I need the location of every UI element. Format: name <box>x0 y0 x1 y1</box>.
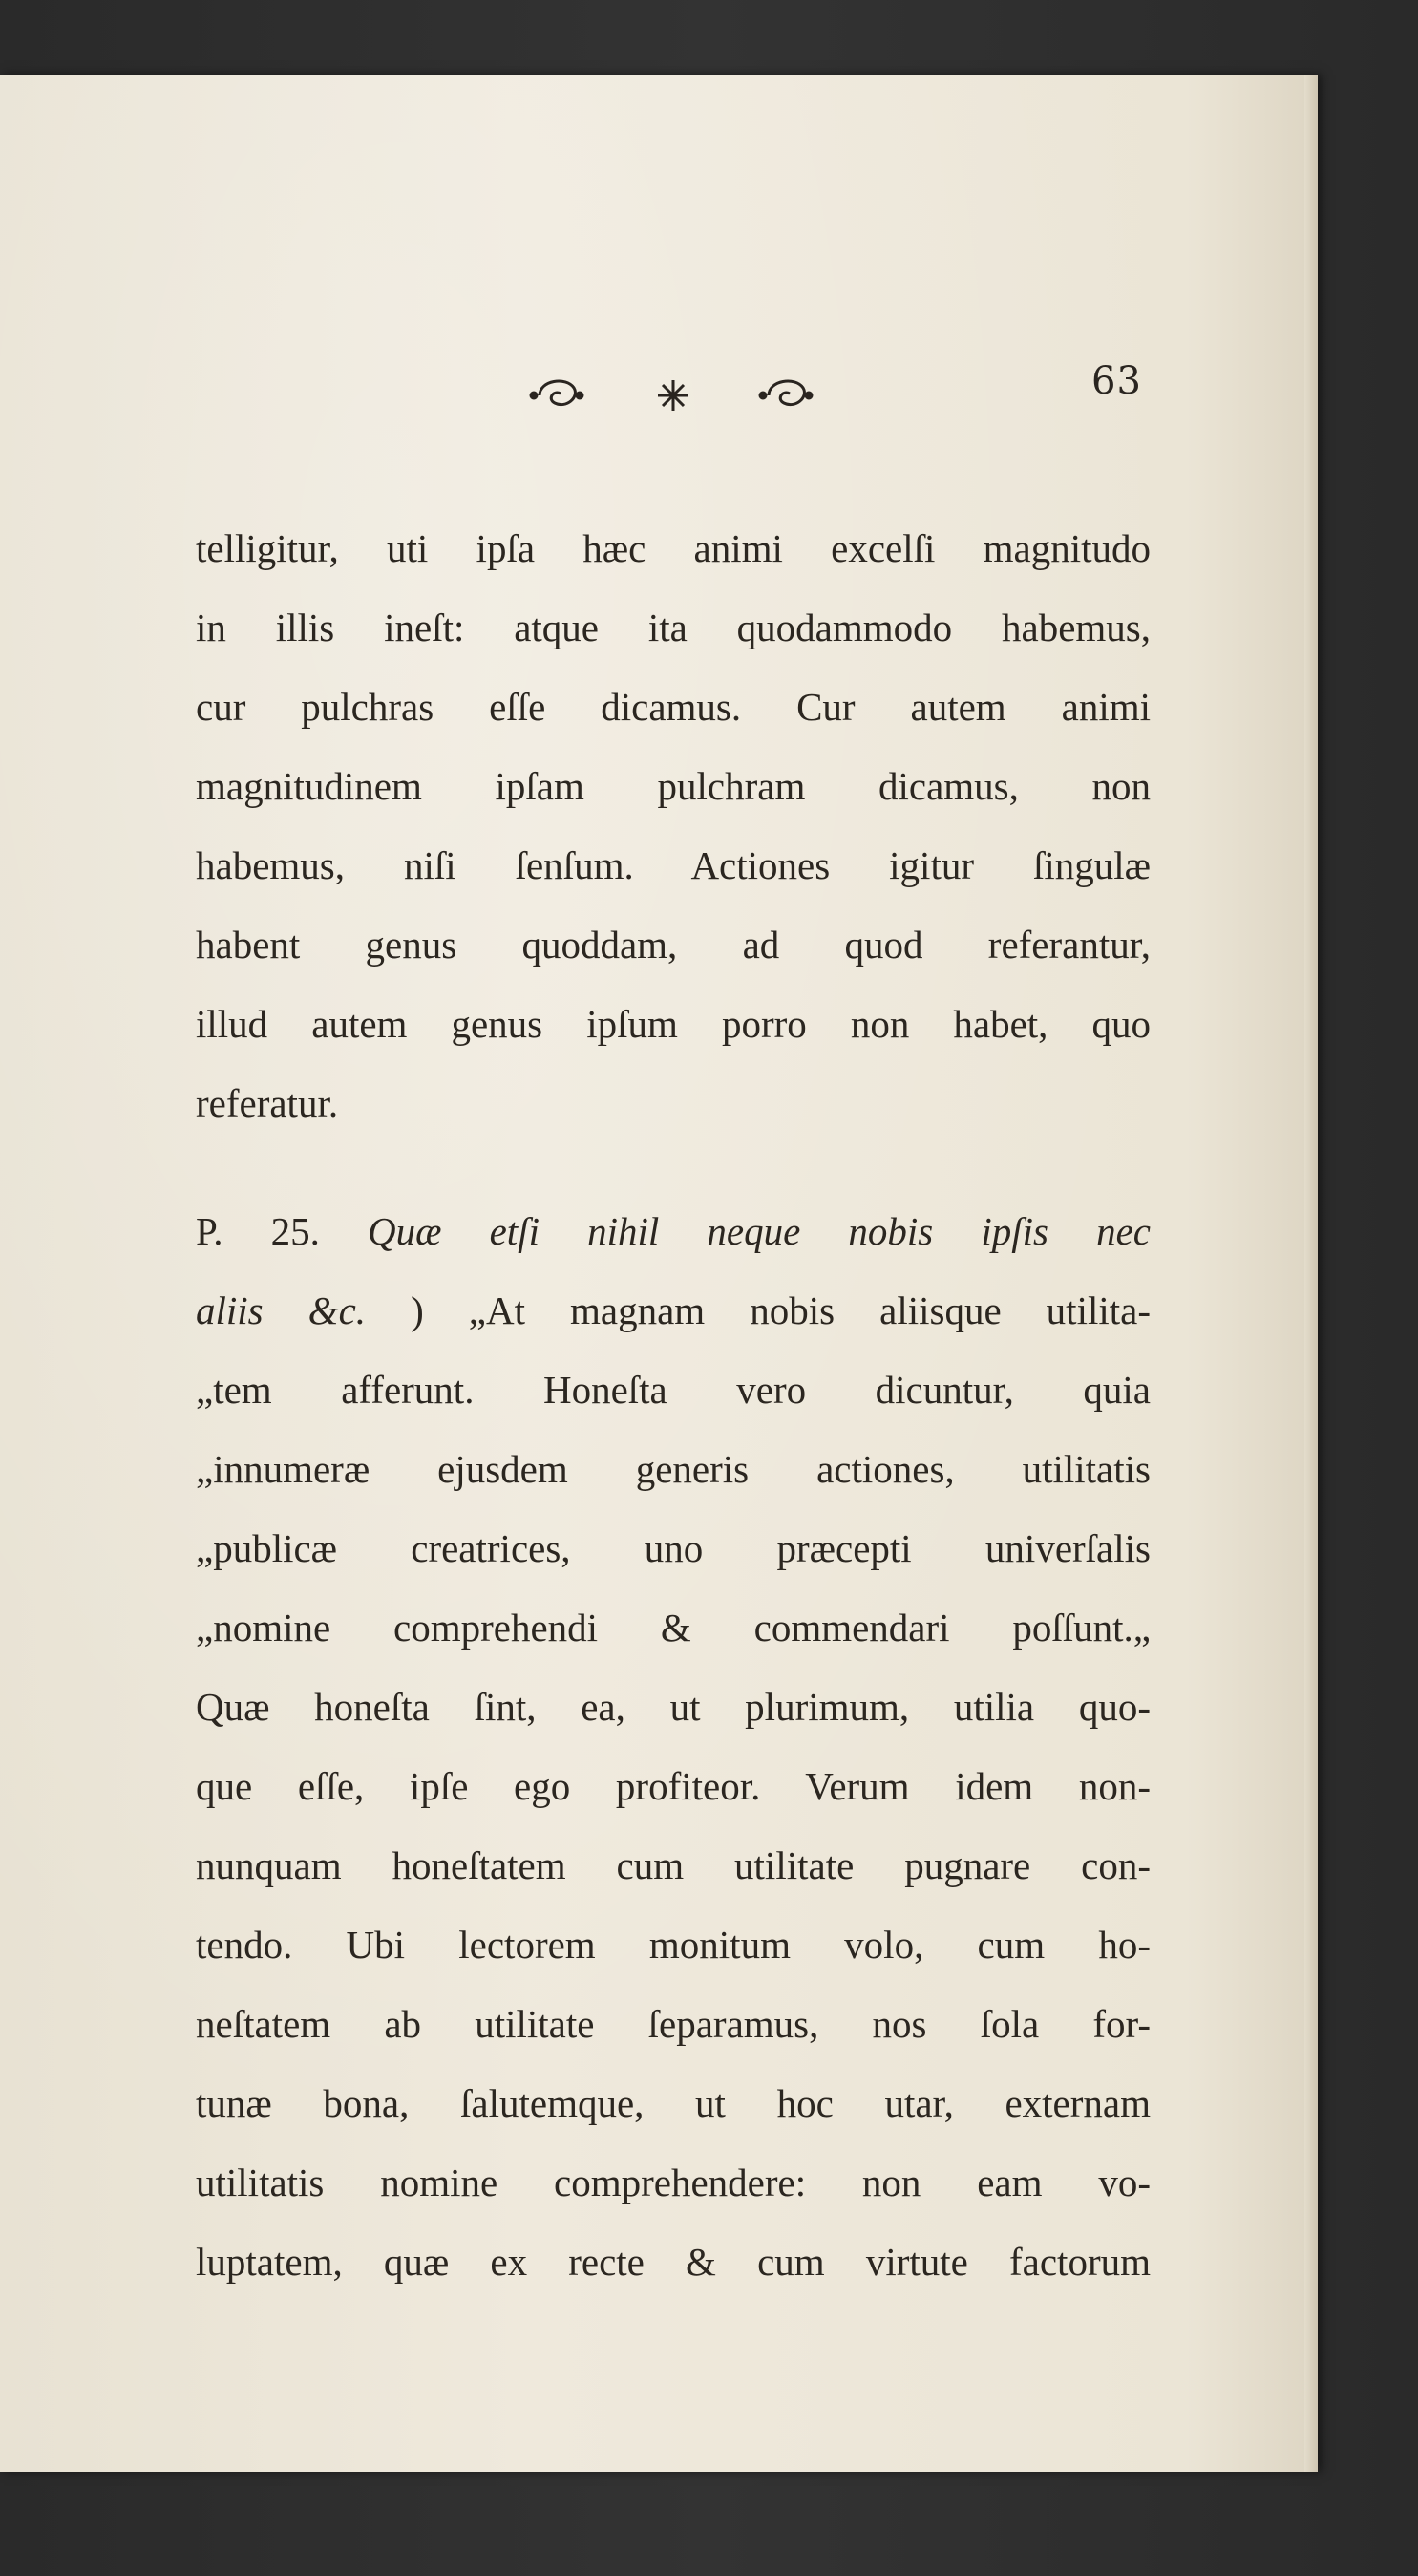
text-line: utilitatis nomine comprehendere: non eam vo- <box>196 2161 1151 2204</box>
book-page <box>0 75 1318 2472</box>
paragraph-2 <box>196 1192 1151 2302</box>
text-line: habemus, niſi ſenſum. Actiones igitur ſingulæ <box>196 843 1151 887</box>
text-line: magnitudinem ipſam pulchram dicamus, non <box>196 764 1151 808</box>
text-line: nunquam honeſtatem cum utilitate pugnare con- <box>196 1843 1151 1887</box>
text-line <box>196 1271 1151 1351</box>
text-line: Quæ honeſta ſint, ea, ut plurimum, utilia quo- <box>196 1685 1151 1729</box>
text-line: „nomine comprehendi & commendari poſſunt.„ <box>196 1606 1151 1650</box>
text-line: referatur. <box>196 1081 339 1125</box>
text-line: cur pulchras eſſe dicamus. Cur autem animi <box>196 685 1151 729</box>
text-line: luptatem, quæ ex recte & cum virtute factorum <box>196 2240 1151 2284</box>
text-line: illud autem genus ipſum porro non habet, quo <box>196 1002 1151 1046</box>
text-line: tendo. Ubi lectorem monitum volo, cum ho- <box>196 1923 1151 1967</box>
text-line: neſtatem ab utilitate ſeparamus, nos ſola for- <box>196 2002 1151 2046</box>
text-line: que eſſe, ipſe ego profiteor. Verum idem non- <box>196 1764 1151 1808</box>
page-number: 63 <box>1091 359 1142 403</box>
paragraph-1 <box>196 509 1151 1143</box>
text-segment: ) „At magnam nobis aliisque utilita- <box>411 1288 1151 1332</box>
text-line: „tem afferunt. Honeſta vero dicuntur, quia <box>196 1368 1151 1412</box>
page-header <box>0 359 1318 436</box>
reference-quote-end: aliis &c. <box>196 1288 367 1332</box>
text-line: „innumeræ ejusdem generis actiones, utilitatis <box>196 1447 1151 1491</box>
reference-label: P. 25. <box>196 1209 320 1253</box>
reference-quote: Quæ etſi nihil neque nobis ipſis nec <box>368 1209 1151 1253</box>
fleuron-star-ornament-icon <box>520 367 845 424</box>
text-line: habent genus quoddam, ad quod referantur, <box>196 923 1151 967</box>
reference-line <box>196 1192 1151 1271</box>
text-line: in illis ineſt: atque ita quodammodo habemus, <box>196 606 1151 649</box>
text-line: „publicæ creatrices, uno præcepti univerſalis <box>196 1526 1151 1570</box>
text-line: tunæ bona, ſalutemque, ut hoc utar, externam <box>196 2081 1151 2125</box>
text-line: telligitur, uti ipſa hæc animi excelſi magnitudo <box>196 526 1151 570</box>
